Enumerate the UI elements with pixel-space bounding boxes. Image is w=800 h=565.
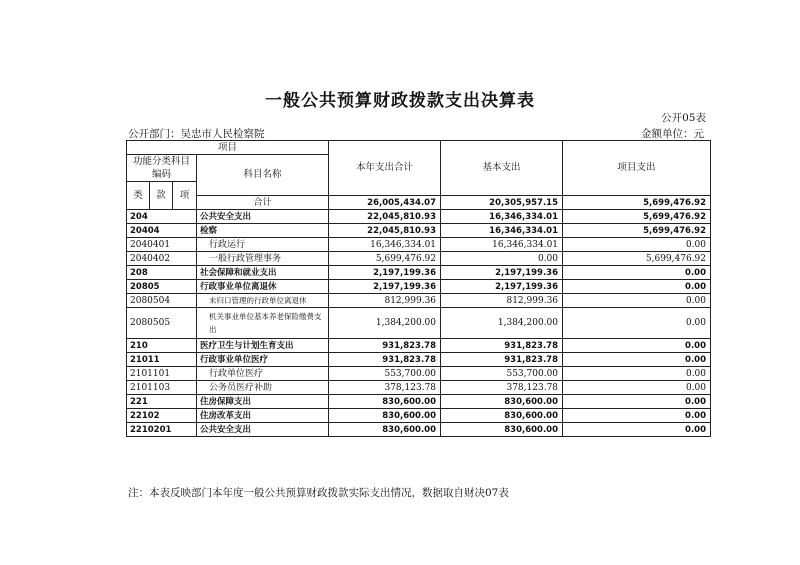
row-name: 行政单位医疗 bbox=[197, 367, 329, 381]
row-code: 21011 bbox=[127, 353, 197, 367]
footnote: 注：本表反映部门本年度一般公共预算财政拨款实际支出情况，数据取自财决07表 bbox=[128, 487, 509, 499]
table-row bbox=[127, 409, 711, 423]
header-row-1 bbox=[127, 141, 711, 155]
header-lei: 类 bbox=[127, 182, 150, 210]
row-project: 0.00 bbox=[563, 367, 711, 381]
table-row bbox=[127, 339, 711, 353]
row-code: 2101101 bbox=[127, 367, 197, 381]
row-total: 553,700.00 bbox=[329, 367, 441, 381]
header-project: 项目支出 bbox=[563, 141, 711, 196]
row-basic: 16,346,334.01 bbox=[441, 224, 563, 238]
row-code: 22102 bbox=[127, 409, 197, 423]
row-total: 830,600.00 bbox=[329, 395, 441, 409]
table-row bbox=[127, 294, 711, 308]
row-basic: 2,197,199.36 bbox=[441, 280, 563, 294]
table-row bbox=[127, 381, 711, 395]
row-basic: 2,197,199.36 bbox=[441, 266, 563, 280]
row-name: 医疗卫生与计划生育支出 bbox=[197, 339, 329, 353]
row-project: 0.00 bbox=[563, 294, 711, 308]
row-basic: 553,700.00 bbox=[441, 367, 563, 381]
header-func-code: 功能分类科目编码 bbox=[127, 155, 197, 182]
table-row bbox=[127, 367, 711, 381]
department-label: 公开部门：吴忠市人民检察院 bbox=[128, 128, 265, 140]
table-row bbox=[127, 266, 711, 280]
row-name: 机关事业单位基本养老保险缴费支出 bbox=[197, 308, 329, 339]
row-total: 2,197,199.36 bbox=[329, 280, 441, 294]
expenditure-table bbox=[126, 140, 711, 437]
row-code: 204 bbox=[127, 210, 197, 224]
row-name: 未归口管理的行政单位离退休 bbox=[197, 294, 329, 308]
row-code: 2080504 bbox=[127, 294, 197, 308]
row-total: 931,823.78 bbox=[329, 353, 441, 367]
form-number: 公开05表 bbox=[661, 112, 706, 124]
row-name: 住房保障支出 bbox=[197, 395, 329, 409]
table-row bbox=[127, 210, 711, 224]
table-row bbox=[127, 280, 711, 294]
header-total: 本年支出合计 bbox=[329, 141, 441, 196]
row-project: 0.00 bbox=[563, 381, 711, 395]
table-row bbox=[127, 395, 711, 409]
page-title: 一般公共预算财政拨款支出决算表 bbox=[265, 91, 535, 111]
row-project: 0.00 bbox=[563, 266, 711, 280]
table-row bbox=[127, 238, 711, 252]
row-name: 公务员医疗补助 bbox=[197, 381, 329, 395]
table-row bbox=[127, 308, 711, 339]
row-total: 1,384,200.00 bbox=[329, 308, 441, 339]
row-basic: 378,123.78 bbox=[441, 381, 563, 395]
total-amount: 26,005,434.07 bbox=[329, 196, 441, 210]
row-code: 2101103 bbox=[127, 381, 197, 395]
row-name: 行政事业单位医疗 bbox=[197, 353, 329, 367]
row-project: 0.00 bbox=[563, 339, 711, 353]
row-project: 0.00 bbox=[563, 395, 711, 409]
table-row bbox=[127, 252, 711, 266]
total-label: 合计 bbox=[197, 196, 329, 210]
row-name: 公共安全支出 bbox=[197, 423, 329, 437]
row-total: 931,823.78 bbox=[329, 339, 441, 353]
total-project: 5,699,476.92 bbox=[563, 196, 711, 210]
header-xiang: 项 bbox=[173, 182, 197, 210]
row-basic: 931,823.78 bbox=[441, 339, 563, 353]
table-row bbox=[127, 423, 711, 437]
header-kuan: 款 bbox=[150, 182, 173, 210]
row-code: 2040401 bbox=[127, 238, 197, 252]
row-total: 16,346,334.01 bbox=[329, 238, 441, 252]
row-code: 2210201 bbox=[127, 423, 197, 437]
row-total: 22,045,810.93 bbox=[329, 210, 441, 224]
row-basic: 830,600.00 bbox=[441, 423, 563, 437]
currency-unit-label: 金额单位：元 bbox=[641, 128, 704, 140]
row-project: 0.00 bbox=[563, 238, 711, 252]
row-project: 0.00 bbox=[563, 409, 711, 423]
row-project: 5,699,476.92 bbox=[563, 210, 711, 224]
total-basic: 20,305,957.15 bbox=[441, 196, 563, 210]
row-code: 2080505 bbox=[127, 308, 197, 339]
row-code: 210 bbox=[127, 339, 197, 353]
row-basic: 16,346,334.01 bbox=[441, 238, 563, 252]
row-code: 221 bbox=[127, 395, 197, 409]
row-name: 社会保障和就业支出 bbox=[197, 266, 329, 280]
row-code: 208 bbox=[127, 266, 197, 280]
row-basic: 812,999.36 bbox=[441, 294, 563, 308]
header-item: 项目 bbox=[127, 141, 329, 155]
row-basic: 830,600.00 bbox=[441, 409, 563, 423]
row-project: 0.00 bbox=[563, 353, 711, 367]
row-basic: 0.00 bbox=[441, 252, 563, 266]
row-basic: 1,384,200.00 bbox=[441, 308, 563, 339]
row-total: 378,123.78 bbox=[329, 381, 441, 395]
row-total: 22,045,810.93 bbox=[329, 224, 441, 238]
row-project: 5,699,476.92 bbox=[563, 252, 711, 266]
table-row bbox=[127, 224, 711, 238]
row-total: 5,699,476.92 bbox=[329, 252, 441, 266]
row-project: 5,699,476.92 bbox=[563, 224, 711, 238]
table-row bbox=[127, 353, 711, 367]
row-code: 2040402 bbox=[127, 252, 197, 266]
row-total: 812,999.36 bbox=[329, 294, 441, 308]
row-code: 20805 bbox=[127, 280, 197, 294]
header-basic: 基本支出 bbox=[441, 141, 563, 196]
row-name: 公共安全支出 bbox=[197, 210, 329, 224]
row-total: 830,600.00 bbox=[329, 423, 441, 437]
header-subject-name: 科目名称 bbox=[197, 155, 329, 196]
row-project: 0.00 bbox=[563, 280, 711, 294]
row-name: 行政事业单位离退休 bbox=[197, 280, 329, 294]
row-code: 20404 bbox=[127, 224, 197, 238]
row-name: 检察 bbox=[197, 224, 329, 238]
row-name: 行政运行 bbox=[197, 238, 329, 252]
row-name: 一般行政管理事务 bbox=[197, 252, 329, 266]
row-basic: 931,823.78 bbox=[441, 353, 563, 367]
row-project: 0.00 bbox=[563, 308, 711, 339]
total-row bbox=[127, 196, 711, 210]
row-project: 0.00 bbox=[563, 423, 711, 437]
row-name: 住房改革支出 bbox=[197, 409, 329, 423]
row-total: 2,197,199.36 bbox=[329, 266, 441, 280]
row-total: 830,600.00 bbox=[329, 409, 441, 423]
row-basic: 16,346,334.01 bbox=[441, 210, 563, 224]
row-basic: 830,600.00 bbox=[441, 395, 563, 409]
